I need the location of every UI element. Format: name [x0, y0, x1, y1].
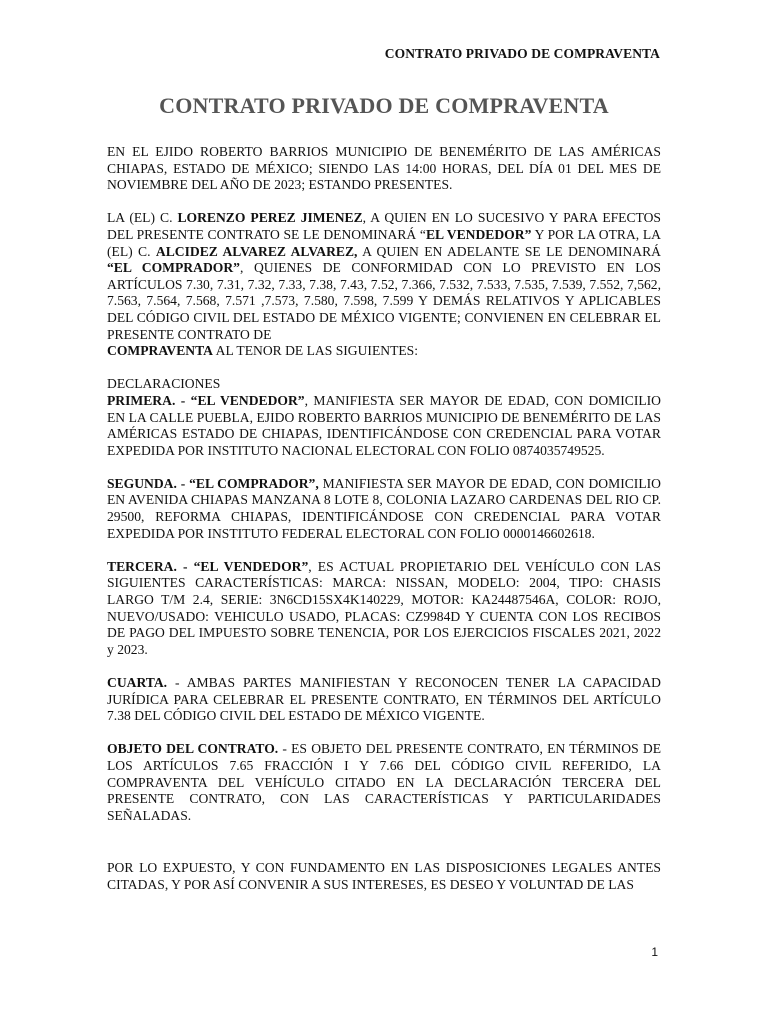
seller-name: LORENZO PEREZ JIMENEZ — [177, 210, 363, 226]
cuarta-label: CUARTA. — [107, 675, 168, 690]
parties-text-1: LA (EL) C. — [107, 210, 178, 226]
buyer-role: “EL COMPRADOR” — [107, 260, 240, 276]
segunda-text: MANIFIESTA SER MAYOR DE EDAD, CON DOMICILIO EN AVENIDA CHIAPAS MANZANA 8 LOTE 8, COLONIA LAZARO CARDENAS DEL RIO CP. 29500, REFORMA CHIAPAS, IDENTIFICÁNDOSE CON CREDENCIAL PARA VOTAR EXPEDIDA POR INSTITUTO FEDERAL ELECTORAL CON FOLIO 0000146602618. — [107, 475, 661, 541]
primera-label: PRIMERA. - “EL VENDEDOR” — [107, 392, 305, 408]
closing-paragraph: POR LO EXPUESTO, Y CON FUNDAMENTO EN LAS DISPOSICIONES LEGALES ANTES CITADAS, Y POR ASÍ CONVENIR A SUS INTERESES, ES DESEO Y VOLUNTAD DE LAS — [107, 860, 661, 892]
parties-text-5: , QUIENES DE CONFORMIDAD CON LO PREVISTO EN LOS ARTÍCULOS 7.30, 7.31, 7.32, 7.33, 7.38, 7.43, 7.52, 7.366, 7.532, 7.533, 7.535, 7.539, 7.552, 7,562, 7.563, 7.564, 7.568, 7.571 ,7.573, 7.580, 7.598, 7.599 Y DEMÁS RELATIVOS Y APLICABLES DEL CÓDIGO CIVIL DEL ESTADO DE MÉXICO VIGENTE; CONVIENEN EN CELEBRAR EL PRESENTE CONTRATO DE — [107, 260, 661, 342]
cuarta-text: - AMBAS PARTES MANIFIESTAN Y RECONOCEN TENER LA CAPACIDAD JURÍDICA PARA CELEBRAR EL PRESENTE CONTRATO, EN TÉRMINOS DEL ARTÍCULO 7.38 DEL CÓDIGO CIVIL DEL ESTADO DE MÉXICO VIGENTE. — [107, 675, 661, 724]
objeto-label: OBJETO DEL CONTRATO. — [107, 741, 279, 757]
compraventa-line — [107, 343, 661, 360]
running-header: CONTRATO PRIVADO DE COMPRAVENTA — [384, 46, 660, 61]
declaracion-cuarta — [107, 675, 661, 725]
document-title: CONTRATO PRIVADO DE COMPRAVENTA — [159, 93, 609, 118]
objeto-del-contrato — [107, 741, 661, 824]
tercera-text: , ES ACTUAL PROPIETARIO DEL VEHÍCULO CON LAS SIGUIENTES CARACTERÍSTICAS: MARCA: NISSAN, MODELO: 2004, TIPO: CHASIS LARGO T/M 2.4, SERIE: 3N6CD15SX4K140229, MOTOR: KA24487546A, COLOR: ROJO, NUEVO/USADO: VEHICULO USADO, PLACAS: CZ9984D Y CUENTA CON LOS RECIBOS DE PAGO DEL IMPUESTO SOBRE TENENCIA, POR LOS EJERCICIOS FISCALES 2021, 2022 y 2023. — [107, 558, 661, 657]
seller-role: EL VENDEDOR” — [425, 226, 532, 242]
tercera-label: TERCERA. - “EL VENDEDOR” — [107, 558, 309, 574]
objeto-text: - ES OBJETO DEL PRESENTE CONTRATO, EN TÉRMINOS DE LOS ARTÍCULOS 7.65 FRACCIÓN I Y 7.66 DEL CÓDIGO CIVIL REFERIDO, LA COMPRAVENTA DEL VEHÍCULO CITADO EN LA DECLARACIÓN TERCERA DEL PRESENTE CONTRATO, CON LAS CARACTERÍSTICAS Y PARTICULARIDADES SEÑALADAS. — [107, 741, 661, 823]
segunda-label: SEGUNDA. - “EL COMPRADOR”, — [107, 475, 319, 491]
parties-text-3: Y POR LA OTRA, LA (EL) C. — [107, 226, 661, 259]
parties-paragraph — [107, 210, 661, 343]
declaracion-segunda — [107, 476, 661, 542]
compraventa-bold: COMPRAVENTA — [107, 343, 213, 359]
buyer-name: ALCIDEZ ALVAREZ ALVAREZ, — [155, 243, 358, 259]
declaracion-primera — [107, 393, 661, 459]
parties-text-4: A QUIEN EN ADELANTE SE LE DENOMINARÁ — [357, 243, 661, 259]
page-number: 1 — [651, 945, 658, 959]
document-body — [107, 144, 661, 894]
parties-text-2: , A QUIEN EN LO SUCESIVO Y PARA EFECTOS DEL PRESENTE CONTRATO SE LE DENOMINARÁ “ — [107, 210, 661, 242]
primera-text: , MANIFIESTA SER MAYOR DE EDAD, CON DOMICILIO EN LA CALLE PUEBLA, EJIDO ROBERTO BARRIOS MUNICIPIO DE BENEMÉRITO DE LAS AMÉRICAS ESTADO DE CHIAPAS, IDENTIFICÁNDOSE CON CREDENCIAL PARA VOTAR EXPEDIDA POR INSTITUTO NACIONAL ELECTORAL CON FOLIO 0874035749525. — [107, 392, 662, 458]
declaraciones-heading: DECLARACIONES — [107, 376, 221, 392]
declaracion-tercera — [107, 559, 661, 659]
parties-text-7: AL TENOR DE LAS SIGUIENTES: — [212, 343, 419, 359]
intro-paragraph: EN EL EJIDO ROBERTO BARRIOS MUNICIPIO DE BENEMÉRITO DE LAS AMÉRICAS CHIAPAS, ESTADO DE MÉXICO; SIENDO LAS 14:00 HORAS, DEL DÍA 01 DEL MES DE NOVIEMBRE DEL AÑO DE 2023; ESTANDO PRESENTES. — [107, 144, 661, 193]
